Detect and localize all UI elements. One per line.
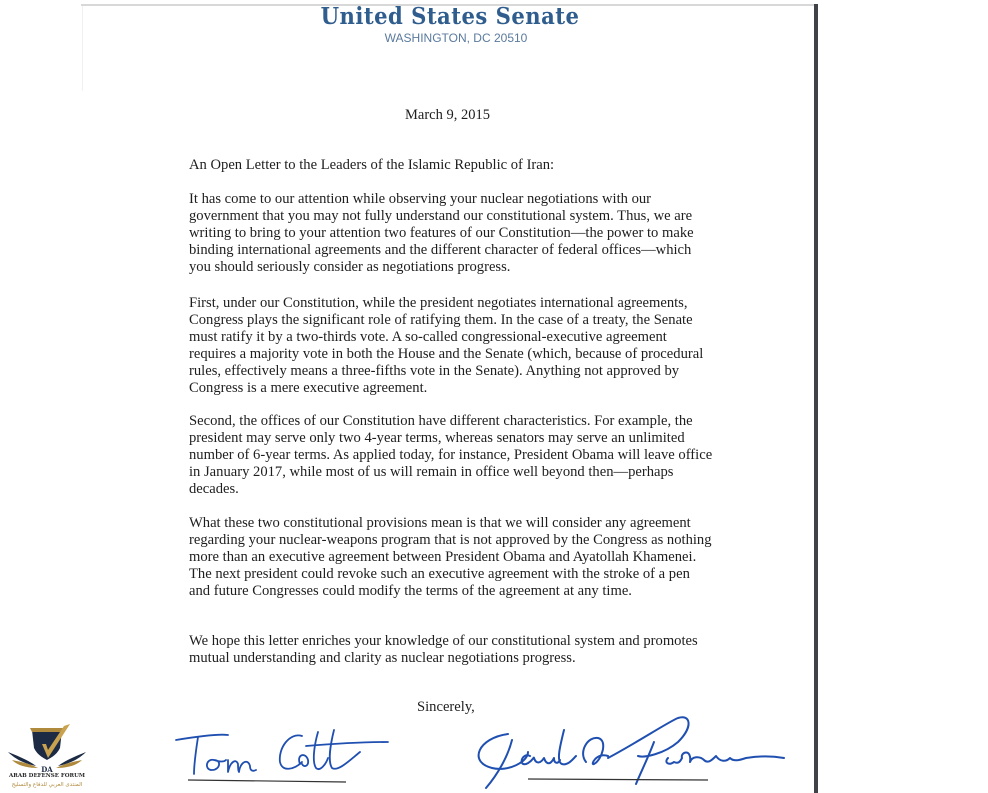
logo-mark: DA [41, 765, 53, 774]
page-left-edge [82, 6, 83, 91]
logo-name-ar: المنتدى العربي للدفاع والتسليح [11, 782, 83, 788]
letter-paragraph: We hope this letter enriches your knowledge of our constitutional system and promotes mutual understanding and clarity as nuclear negotiations progress. [189, 633, 698, 666]
logo-emblem-icon [2, 722, 92, 774]
letter-paragraph: What these two constitutional provisions mean is that we will consider any agreement regarding your nuclear-weapons program that is not approved by the Congress as nothing more than an executive agreement between President Obama and Ayatollah Khamenei. The next president could revoke such an executive agreement with the stroke of a pen and future Congresses could modify the terms of the agreement at any time. [189, 515, 712, 599]
logo-name-en: ARAB DEFENSE FORUM [9, 773, 85, 779]
letter-date: March 9, 2015 [405, 107, 490, 123]
page-right-border [814, 4, 818, 793]
letter-paragraph: First, under our Constitution, while the president negotiates international agreements, Congress plays the significant role of ratifying them. In the case of a treaty, the Senate must ratify it by a two-thirds vote. A so-called congressional-executive agreement requires a majority vote in both the House and the Senate (which, because of procedural rules, effectively means a three-fifths vote in the Senate). Anything not approved by Congress is a mere executive agreement. [189, 295, 704, 396]
signature-david-perdue [468, 712, 798, 793]
letterhead [300, 3, 600, 45]
arab-defense-forum-logo [2, 722, 92, 793]
letterhead-subtitle: WASHINGTON, DC 20510 [384, 31, 528, 45]
letter-paragraph: It has come to our attention while observing your nuclear negotiations with our government that you may not fully understand our constitutional system. Thus, we are writing to bring to your attention two features of our Constitution—the power to make binding international agreements and the different character of federal offices—which you should seriously consider as negotiations progress. [189, 191, 694, 275]
letter-closing: Sincerely, [417, 699, 475, 715]
letter-salutation: An Open Letter to the Leaders of the Islamic Republic of Iran: [189, 157, 555, 173]
signature-tom-cotton [170, 718, 400, 793]
letterhead-title: United States Senate [320, 3, 580, 30]
letter-paragraph: Second, the offices of our Constitution have different characteristics. For example, the president may serve only two 4-year terms, whereas senators may serve an unlimited number of 6-year terms. As applied today, for instance, President Obama will leave office in January 2017, while most of us will remain in office well beyond then—perhaps decades. [189, 413, 713, 497]
